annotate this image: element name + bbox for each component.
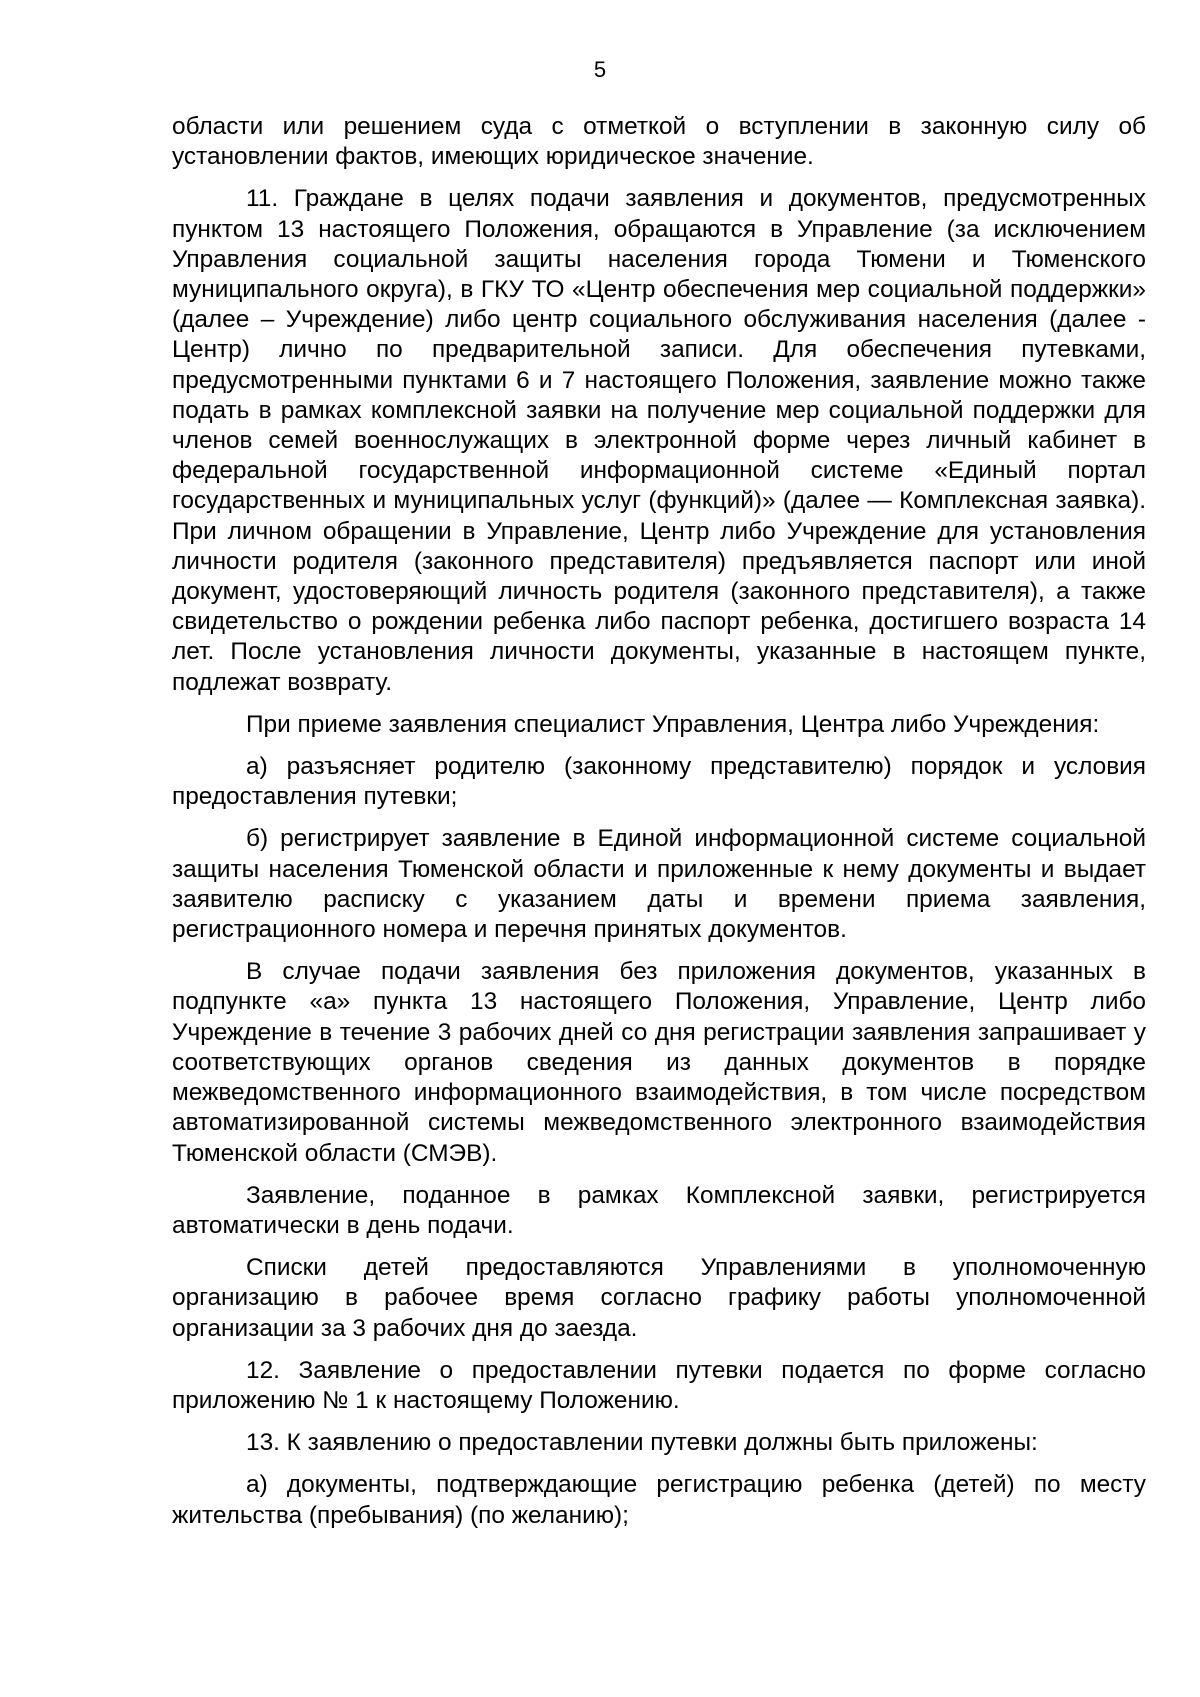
- paragraph-clause-12: 12. Заявление о предоставлении путевки подается по форме согласно приложению № 1 к настоящему Положению.: [172, 1356, 1146, 1414]
- paragraph-clause-13: 13. К заявлению о предоставлении путевки должны быть приложены:: [246, 1429, 1038, 1457]
- paragraph-clause-11: 11. Граждане в целях подачи заявления и документов, предусмотренных пунктом 13 настоящего Положения, обращаются в Управление (за исключением Управления социальной защиты населения города Тюмени и Тюменского муниципального округа), в ГКУ ТО «Центр обеспечения мер социальной поддержки» (далее – Учреждение) либо центр социального обслуживания населения (далее - Центр) лично по предварительной записи. Для обеспечения путевками, предусмотренными пунктами 6 и 7 настоящего Положения, заявление можно также подать в рамках комплексной заявки на получение мер социальной поддержки для членов семей военнослужащих в электронной форме через личный кабинет в федеральной государственной информационной системе «Единый портал государственных и муниципальных услуг (функций)» (далее — Комплексная заявка). При личном обращении в Управление, Центр либо Учреждение для установления личности родителя (законного представителя) предъявляется паспорт или иной документ, удостоверяющий личность родителя (законного представителя), а также свидетельство о рождении ребенка либо паспорт ребенка, достигшего возраста 14 лет. После установления личности документы, указанные в настоящем пункте, подлежат возврату.: [172, 185, 1146, 696]
- paragraph-subitem-a: а) разъясняет родителю (законному представителю) порядок и условия предоставления путевки;: [172, 753, 1146, 811]
- paragraph-children-lists: Списки детей предоставляются Управлениями в уполномоченную организацию в рабочее время согласно графику работы уполномоченной организации за 3 рабочих дня до заезда.: [172, 1254, 1146, 1342]
- document-body: [172, 112, 1146, 1543]
- paragraph-reception-intro: При приеме заявления специалист Управления, Центра либо Учреждения:: [246, 710, 1100, 738]
- paragraph-subitem-b: б) регистрирует заявление в Единой информационной системе социальной защиты населения Тюменской области и приложенные к нему документы и выдает заявителю расписку с указанием даты и времени приема заявления, регистрационного номера и перечня принятых документов.: [172, 825, 1146, 944]
- paragraph-continuation: области или решением суда с отметкой о вступлении в законную силу об установлении фактов, имеющих юридическое значение.: [172, 113, 1146, 171]
- paragraph-interagency-request: В случае подачи заявления без приложения документов, указанных в подпункте «а» пункта 13 настоящего Положения, Управление, Центр либо Учреждение в течение 3 рабочих дней со дня регистрации заявления запрашивает у соответствующих органов сведения из данных документов в порядке межведомственного информационного взаимодействия, в том числе посредством автоматизированной системы межведомственного электронного взаимодействия Тюменской области (СМЭВ).: [172, 958, 1146, 1167]
- paragraph-clause-13-a: а) документы, подтверждающие регистрацию ребенка (детей) по месту жительства (пребывания) (по желанию);: [172, 1471, 1146, 1529]
- page-number: 5: [593, 57, 607, 82]
- paragraph-complex-application: Заявление, поданное в рамках Комплексной заявки, регистрируется автоматически в день подачи.: [172, 1181, 1146, 1239]
